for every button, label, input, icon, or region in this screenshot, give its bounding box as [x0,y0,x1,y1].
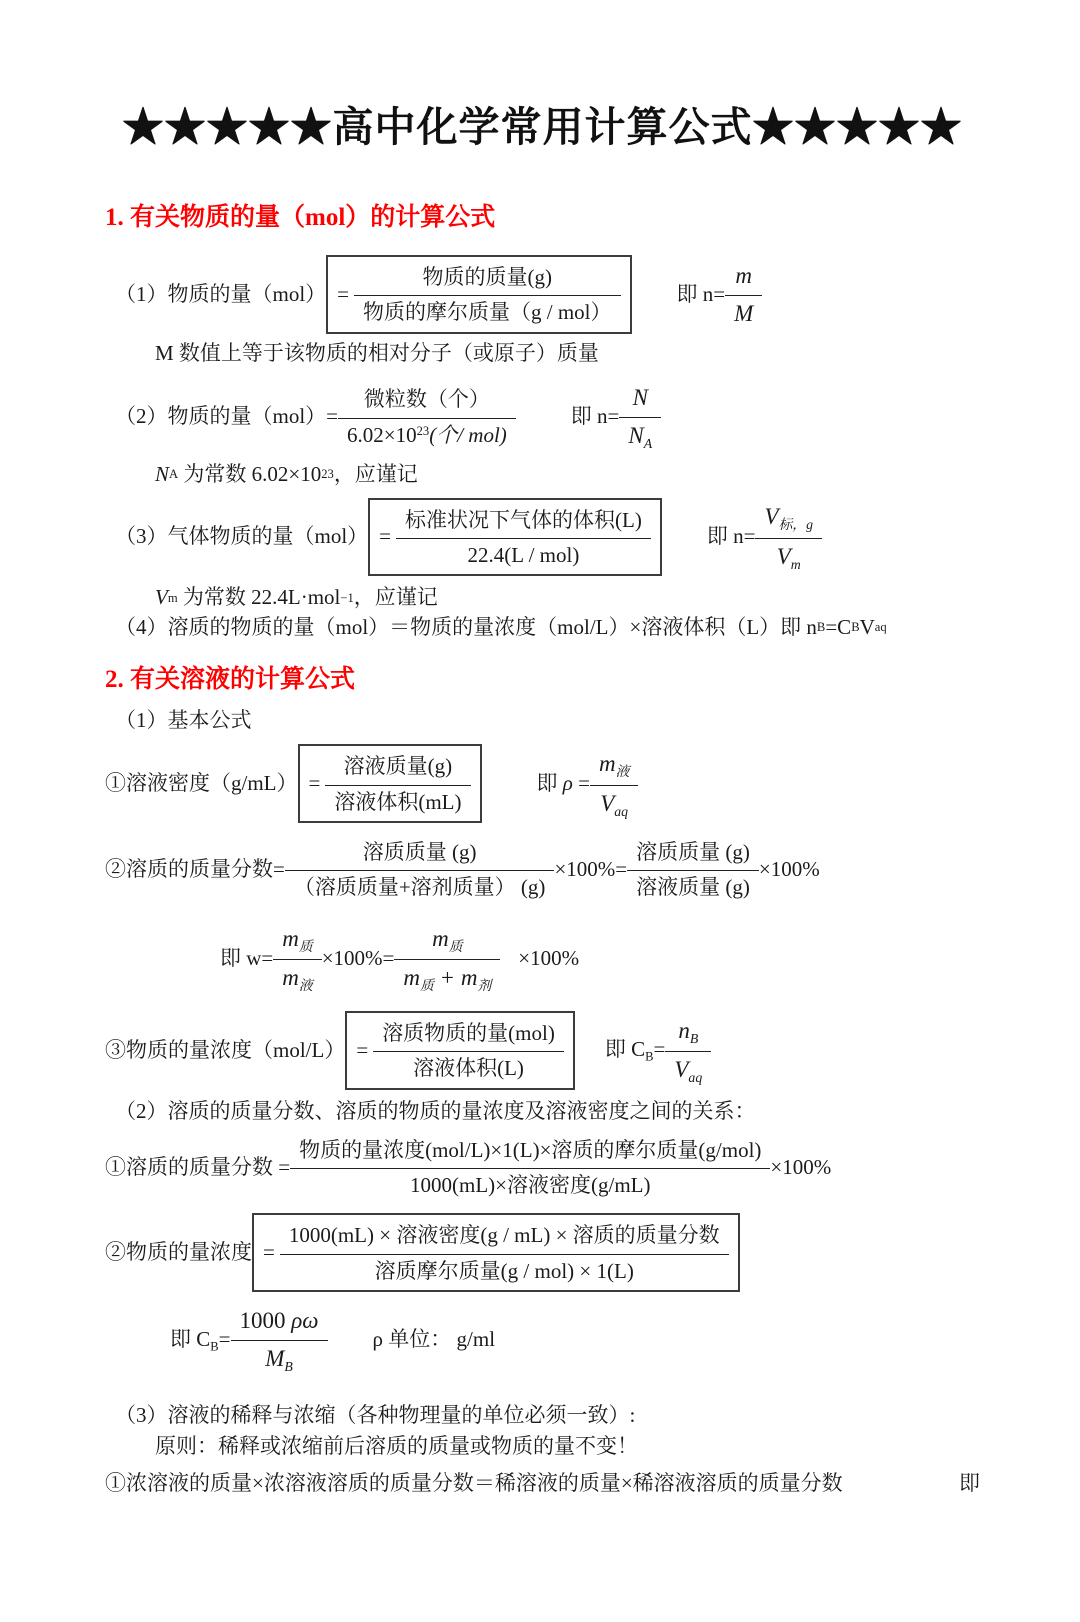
subscript: A [169,467,179,481]
subscript: B [284,1358,293,1374]
fraction-numerator [590,747,638,786]
shorthand-prefix: 即 [536,770,563,795]
fraction-denominator [273,960,321,995]
formula-solute-moles [105,614,980,641]
section2-heading: 2. 有关溶液的计算公式 [105,666,356,694]
symbol: N [155,461,170,486]
shorthand-prefix: 即 n= [706,524,756,549]
superscript: −1 [340,590,354,605]
fraction-denominator [665,1052,711,1087]
unit-note: ρ 单位： g/ml [372,1327,496,1352]
fraction-numerator: 溶质质量 (g) [627,837,759,871]
fraction-denominator: 1000(mL)×溶液密度(g/mL) [410,1173,651,1198]
formula-w-shorthand [105,922,980,996]
equals-sign: = [218,1326,231,1351]
formula-mass-fraction [105,837,980,902]
fraction [273,922,321,996]
fraction [627,837,759,902]
fraction [280,1220,729,1285]
symbol: m [403,965,420,991]
boxed-fraction [368,498,662,577]
formula-solution-density [105,744,980,823]
boxed-fraction [345,1011,575,1090]
subscript: B [210,1338,219,1353]
formula-text: V [859,614,875,639]
fraction-numerator: 1000(mL) × 溶液密度(g / mL) × 溶质的质量分数 [280,1220,729,1254]
superscript: 23 [321,467,334,481]
symbol: V [764,504,779,530]
subscript: 标，g [778,517,813,533]
shorthand-prefix: 即 n= [676,281,726,306]
fraction-denominator: 溶液质量 (g) [636,875,750,900]
subscript: B [851,620,860,635]
note-text: ，应谨记 [353,585,438,610]
subscript: B [816,620,826,635]
principle-text: 原则：稀释或浓缩前后溶质的质量或物质的量不变！ [155,1434,638,1459]
fraction-numerator: m [725,259,762,296]
symbol: m [598,750,616,776]
fraction [290,1135,770,1200]
symbol: V [155,585,168,610]
shorthand-prefix: 即 w= [220,945,274,970]
label-text: （1）基本公式 [115,708,252,733]
shorthand-prefix [605,1036,666,1065]
fraction [325,751,470,816]
fraction [285,837,555,902]
dilution-principle [105,1433,980,1460]
symbol: N [628,422,644,448]
times-100: ×100% [770,1154,832,1179]
formula-label: ①溶质的质量分数 = [105,1154,291,1179]
subscript: B [689,1030,699,1046]
fraction-denominator [394,960,500,995]
formula-mole-from-mass [105,255,980,334]
fraction-denominator: （溶质质量+溶剂质量） (g) [293,875,546,900]
times-100-equals: ×100%= [554,856,628,881]
fraction-denominator [590,786,638,821]
unit-text: (个/ mol) [429,422,507,447]
equals-sign: = [263,1240,275,1265]
subscript: 质 [448,938,463,954]
formula-mole-from-particles [105,381,980,453]
section1-heading: 1. 有关物质的量（mol）的计算公式 [105,204,496,231]
equals-sign: = [356,1037,369,1062]
subscript: 液 [298,978,313,994]
formula-label: ③物质的量浓度（mol/L） [105,1037,346,1062]
subscript: 液 [615,763,630,779]
symbol: V [776,544,791,570]
symbol: M [265,1345,285,1371]
shorthand-fraction [665,1014,711,1088]
note-text: ，应谨记 [333,461,418,486]
subscript: B [645,1049,654,1064]
symbol: n [678,1017,690,1043]
subscript: m [167,590,178,605]
fraction-numerator: 溶质物质的量(mol) [373,1018,564,1052]
formula-mole-from-gas-volume [105,498,980,577]
equals-sign: = [308,770,321,795]
times-100: ×100% [758,856,820,881]
boxed-fraction [252,1213,740,1292]
document-page [0,94,1080,1498]
formula-cb-shorthand [105,1304,980,1376]
dilution-heading [105,1402,980,1429]
note-molar-volume [105,584,980,611]
shorthand-text: 即 C [604,1036,646,1061]
fraction-numerator: N [619,381,661,418]
equals-sign: = [337,281,350,306]
fraction-numerator: 溶质质量 (g) [285,837,555,871]
subscript: aq [614,803,629,819]
heading-text: （3）溶液的稀释与浓缩（各种物理量的单位必须一致）: [115,1402,636,1427]
coefficient: 1000 [239,1308,292,1334]
times-100-equals: ×100%= [321,945,395,970]
formula-massfrac-from-molarity [105,1135,980,1200]
note-avogadro [105,461,980,488]
fraction-numerator [394,922,500,961]
fraction-denominator: M [734,301,754,327]
shorthand-fraction [755,500,822,574]
equals-sign: = [653,1036,666,1061]
fraction-numerator [755,500,822,539]
fraction [373,1018,564,1083]
basic-formula-label [105,707,980,734]
boxed-fraction [298,744,482,823]
subscript: 剂 [477,978,492,994]
symbol: m [282,965,299,991]
symbol: m [460,965,478,991]
formula-label: ②物质的量浓度 [105,1240,252,1265]
fraction-numerator [665,1014,711,1053]
fraction [394,922,500,996]
formula-molar-concentration [105,1011,980,1090]
formula-label: ①溶液密度（g/mL） [105,770,298,795]
boxed-fraction [326,255,631,334]
fraction [231,1304,328,1376]
fraction-denominator [755,539,822,574]
symbol: m [282,925,299,951]
fraction-numerator: 标准状况下气体的体积(L) [396,505,651,539]
formula-label: （1）物质的量（mol） [115,281,327,306]
formula-label: （2）物质的量（mol）= [115,404,339,429]
formula-text: ①浓溶液的质量×浓溶液溶质的质量分数＝稀溶液的质量×稀溶液溶质的质量分数 [105,1471,843,1496]
equals-sign: = [379,524,392,549]
formula-text: （4）溶质的物质的量（mol）＝物质的量浓度（mol/L）×溶液体积（L）即 n [115,614,817,639]
dilution-formula [105,1470,980,1497]
fraction-denominator: 溶质摩尔质量(g / mol) × 1(L) [374,1258,634,1283]
fraction-denominator [619,418,661,453]
subscript: 质 [298,938,313,954]
subscript: aq [688,1070,703,1086]
shorthand-text: 即 C [170,1326,211,1351]
fraction-denominator: 溶液体积(L) [413,1056,524,1081]
fraction-numerator: 微粒数（个） [338,384,516,418]
subscript: m [790,556,801,572]
note-molar-mass [105,340,980,367]
shorthand-fraction [725,259,762,329]
shorthand-prefix [170,1326,231,1355]
formula-label: ②溶质的质量分数= [105,856,285,881]
note-text: 为常数 22.4L·mol [177,585,341,610]
fraction-denominator: 溶液体积(mL) [334,789,462,814]
formula-text: =C [825,614,852,639]
shorthand-prefix: 即 [959,1471,980,1496]
relation-heading [105,1098,980,1125]
formula-molarity-from-massfrac [105,1213,980,1292]
fraction [338,384,516,449]
plus-sign: + [433,965,461,991]
times-100: ×100% [518,945,580,970]
formula-label: （3）气体物质的量（mol） [115,524,369,549]
fraction-numerator: 溶液质量(g) [325,751,470,785]
subscript: A [643,435,653,451]
shorthand-fraction [590,747,638,821]
heading-text: （2）溶质的质量分数、溶质的物质的量浓度及溶液密度之间的关系： [115,1098,756,1123]
note-text: 为常数 6.02×10 [178,461,322,486]
fraction-denominator [338,419,516,449]
shorthand-prefix: 即 n= [570,404,620,429]
fraction [396,505,651,570]
subscript: 质 [420,978,434,994]
fraction-numerator [273,922,321,961]
shorthand-fraction [619,381,661,453]
note-text: M 数值上等于该物质的相对分子（或原子）质量 [155,340,599,365]
page-title: ★★★★★高中化学常用计算公式★★★★★ [122,104,963,150]
superscript: 23 [416,423,430,438]
symbol: V [674,1057,689,1083]
fraction-numerator: 物质的量浓度(mol/L)×1(L)×溶质的摩尔质量(g/mol) [290,1135,770,1169]
rho-omega-symbols: ρω [291,1308,319,1334]
avogadro-base: 6.02×10 [347,422,417,447]
fraction-denominator [231,1341,328,1376]
fraction [354,262,621,327]
equals-sign: = [572,770,590,795]
fraction-denominator: 22.4(L / mol) [467,543,580,568]
fraction-numerator: 物质的质量(g) [354,262,621,296]
fraction-denominator: 物质的摩尔质量（g / mol） [363,300,612,325]
rho-symbol: ρ [562,770,573,795]
symbol: m [432,925,449,951]
subscript: aq [874,620,887,635]
fraction-numerator [231,1304,328,1341]
symbol: V [600,790,615,816]
